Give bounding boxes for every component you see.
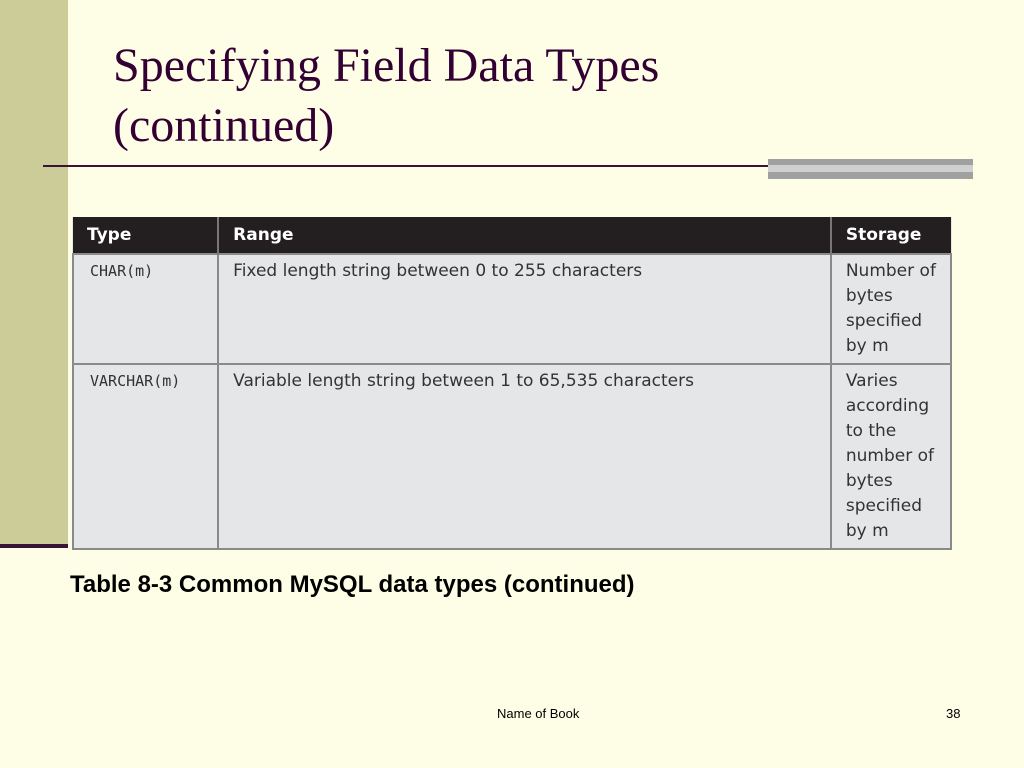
table-header-row — [73, 217, 951, 254]
table-row — [73, 254, 951, 364]
page-number: 38 — [946, 706, 961, 721]
cell-range: Fixed length string between 0 to 255 characters — [218, 254, 831, 364]
footer-book-name: Name of Book — [497, 706, 580, 721]
title-line-1: Specifying Field Data Types — [113, 39, 660, 92]
header-type: Type — [73, 217, 218, 254]
left-decorative-bar — [0, 0, 68, 547]
header-storage: Storage — [831, 217, 951, 254]
table-row — [73, 364, 951, 549]
header-range: Range — [218, 217, 831, 254]
left-bar-rule — [0, 544, 68, 548]
cell-storage: Number of bytes specified by m — [831, 254, 951, 364]
slide-title — [113, 36, 933, 156]
title-line-2: (continued) — [113, 99, 335, 152]
title-accent-bars — [768, 159, 973, 179]
cell-type: CHAR(m) — [73, 254, 218, 364]
cell-range: Variable length string between 1 to 65,535 characters — [218, 364, 831, 549]
cell-type: VARCHAR(m) — [73, 364, 218, 549]
table-caption: Table 8-3 Common MySQL data types (continued) — [70, 571, 635, 598]
cell-storage: Varies according to the number of bytes specified by m — [831, 364, 951, 549]
data-types-table — [72, 217, 952, 550]
